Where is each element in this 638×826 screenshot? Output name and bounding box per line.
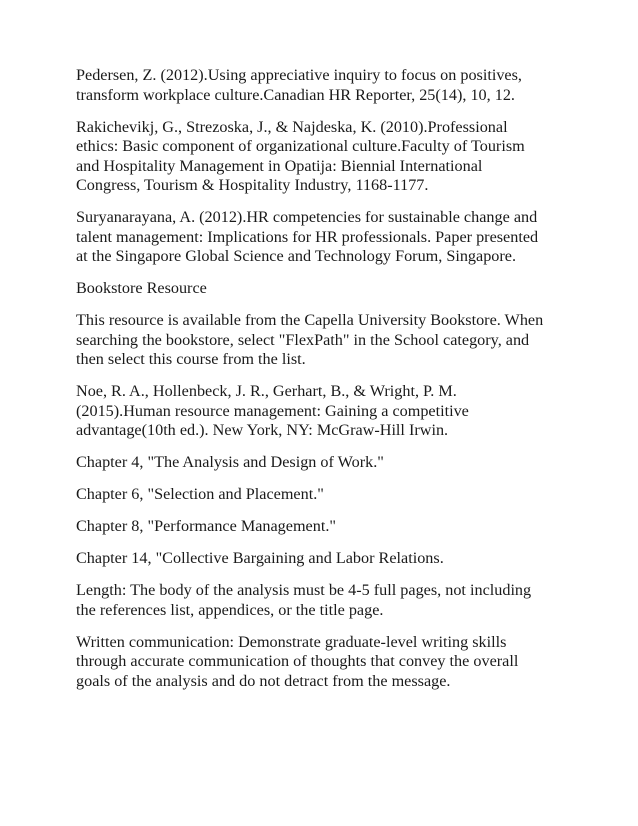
text-line: then select this course from the list. bbox=[76, 350, 306, 368]
text-line: the references list, appendices, or the title page. bbox=[76, 600, 384, 619]
reference-rakichevikj bbox=[76, 118, 576, 196]
text-line: Pedersen, Z. (2012).Using appreciative inquiry to focus on positives, bbox=[76, 66, 522, 84]
document-page bbox=[76, 66, 576, 704]
text-line: Chapter 14, "Collective Bargaining and Labor Relations. bbox=[76, 549, 444, 567]
text-line: at the Singapore Global Science and Technology Forum, Singapore. bbox=[76, 247, 517, 265]
chapter-6 bbox=[76, 485, 576, 505]
reference-suryanarayana bbox=[76, 208, 576, 267]
text-line: Noe, R. A., Hollenbeck, J. R., Gerhart, B., & Wright, P. M. bbox=[76, 382, 457, 400]
text-line: Suryanarayana, A. (2012).HR competencies for sustainable change and bbox=[76, 208, 538, 226]
chapter-8 bbox=[76, 517, 576, 537]
chapter-14 bbox=[76, 549, 576, 569]
text-line: and Hospitality Management in Opatija: Biennial International bbox=[76, 156, 483, 175]
bookstore-description bbox=[76, 311, 576, 370]
text-line: transform workplace culture.Canadian HR Reporter, 25(14), 10, 12. bbox=[76, 85, 515, 104]
chapter-4 bbox=[76, 453, 576, 473]
text-line: ethics: Basic component of organizational culture.Faculty of Tourism bbox=[76, 137, 525, 155]
text-line: Length: The body of the analysis must be 4-5 full pages, not including bbox=[76, 581, 532, 599]
text-line: through accurate communication of thoughts that convey the overall bbox=[76, 652, 519, 670]
written-communication bbox=[76, 633, 576, 692]
text-line: searching the bookstore, select "FlexPath" in the School category, and bbox=[76, 330, 530, 349]
text-line: Chapter 4, "The Analysis and Design of Work." bbox=[76, 453, 384, 471]
text-line: Chapter 8, "Performance Management." bbox=[76, 517, 336, 535]
text-line: Rakichevikj, G., Strezoska, J., & Najdeska, K. (2010).Professional bbox=[76, 117, 508, 136]
text-line: Written communication: Demonstrate graduate-level writing skills bbox=[76, 632, 507, 651]
text-line: Bookstore Resource bbox=[76, 279, 207, 297]
text-line: Congress, Tourism & Hospitality Industry, 1168-1177. bbox=[76, 176, 429, 194]
text-line: goals of the analysis and do not detract from the message. bbox=[76, 671, 451, 690]
text-line: advantage(10th ed.). New York, NY: McGraw-Hill Irwin. bbox=[76, 421, 449, 439]
reference-pedersen bbox=[76, 66, 576, 105]
length-requirement bbox=[76, 581, 576, 620]
reference-noe bbox=[76, 382, 576, 441]
text-line: This resource is available from the Capella University Bookstore. When bbox=[76, 311, 544, 329]
text-line: Chapter 6, "Selection and Placement." bbox=[76, 485, 324, 503]
text-line: (2015).Human resource management: Gaining a competitive bbox=[76, 401, 469, 420]
text-line: talent management: Implications for HR professionals. Paper presented bbox=[76, 227, 539, 246]
bookstore-heading bbox=[76, 279, 576, 299]
